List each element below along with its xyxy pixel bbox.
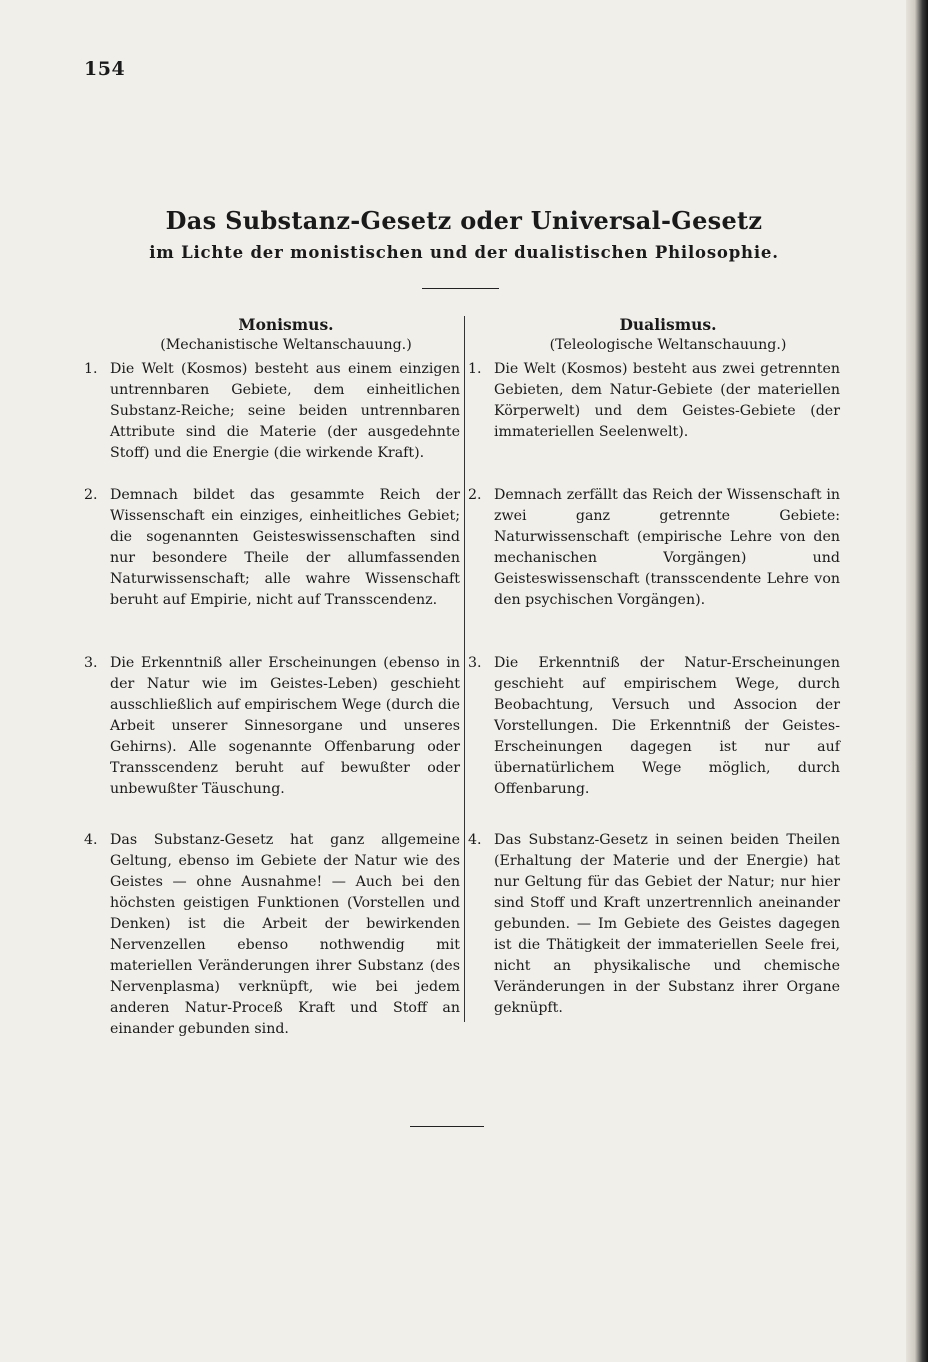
item-text: Demnach zerfällt das Reich der Wissenschaft in zwei ganz getrennte Gebiete: Naturwissenschaft (empirische Lehre von den mechanischen Vorgängen) und Geisteswissenschaft (transscendente Lehre von den psychischen Vorgängen). [494,487,840,608]
item-number: 2. [468,487,482,503]
item-text: Die Welt (Kosmos) besteht aus einem einzigen untrennbaren Gebiete, dem einheitlichen Substanz-Reiche; seine beiden untrennbaren Attribute sind die Materie (der ausgedehnte Stoff) und die Energie (die wirkende Kraft). [110,361,460,461]
monismus-heading: Monismus. [238,315,334,334]
dualismus-item-4 [468,830,840,1019]
page-subtitle: im Lichte der monistischen und der dualistischen Philosophie. [149,243,779,262]
item-text: Das Substanz-Gesetz in seinen beiden Theilen (Erhaltung der Materie und der Energie) hat nur Geltung für das Gebiet der Natur; nur hier sind Stoff und Kraft unzertrennlich aneinander gebunden. — Im Gebiete des Geistes dagegen ist die Thätigkeit der immateriellen Seele frei, nicht an physikalische und chemische Veränderungen in der Substanz ihrer Organe geknüpft. [494,832,840,1016]
item-number: 1. [468,361,482,377]
column-divider [464,316,465,1022]
dualismus-heading: Dualismus. [619,315,717,334]
item-number: 3. [468,655,482,671]
dualismus-column [468,314,840,1019]
dualismus-subheading: (Teleologische Weltanschauung.) [549,337,787,353]
title-divider [422,288,499,289]
monismus-subheading: (Mechanistische Weltanschauung.) [160,337,412,353]
item-text: Das Substanz-Gesetz hat ganz allgemeine Geltung, ebenso im Gebiete der Natur wie des Geistes — ohne Ausnahme! — Auch bei den höchsten geistigen Funktionen (Vorstellen und Denken) ist die Arbeit der bewirkenden Nervenzellen ebenso nothwendig mit materiellen Veränderungen ihrer Substanz (des Nervenplasma) verknüpft, wie bei jedem anderen Natur-Proceß Kraft und Stoff an einander gebunden sind. [110,832,460,1037]
monismus-item-3 [84,653,460,830]
item-text: Demnach bildet das gesammte Reich der Wissenschaft ein einziges, einheitliches Gebiet; die sogenannten Geisteswissenschaften sind nur besondere Theile der allumfassenden Naturwissenschaft; alle wahre Wissenschaft beruht auf Empirie, nicht auf Transscendenz. [110,487,460,608]
dualismus-item-2 [468,485,840,653]
item-text: Die Erkenntniß aller Erscheinungen (ebenso in der Natur wie im Geistes-Leben) geschieht ausschließlich auf empirischem Wege (durch die Arbeit unserer Sinnesorgane und unseres Gehirns). Alle sogenannte Offenbarung oder Transscendenz beruht auf bewußter oder unbewußter Täuschung. [110,655,460,797]
item-number: 4. [468,832,482,848]
dualismus-item-1 [468,359,840,485]
item-number: 2. [84,487,98,503]
monismus-column [84,314,460,1040]
end-divider [410,1126,484,1127]
item-number: 1. [84,361,98,377]
page-title: Das Substanz-Gesetz oder Universal-Gesetz [165,206,763,235]
monismus-item-2 [84,485,460,653]
dualismus-item-3 [468,653,840,830]
item-number: 3. [84,655,98,671]
page-edge-shadow [906,0,928,1362]
monismus-item-4 [84,830,460,1040]
page-number: 154 [84,58,126,80]
item-text: Die Welt (Kosmos) besteht aus zwei getrennten Gebieten, dem Natur-Gebiete (der materiellen Körperwelt) und dem Geistes-Gebiete (der immateriellen Seelenwelt). [494,361,840,440]
item-text: Die Erkenntniß der Natur-Erscheinungen geschieht auf empirischem Wege, durch Beobachtung, Versuch und Associon der Vorstellungen. Die Erkenntniß der Geistes-Erscheinungen dagegen ist nur auf übernatürlichem Wege möglich, durch Offenbarung. [494,655,840,797]
monismus-item-1 [84,359,460,485]
item-number: 4. [84,832,98,848]
